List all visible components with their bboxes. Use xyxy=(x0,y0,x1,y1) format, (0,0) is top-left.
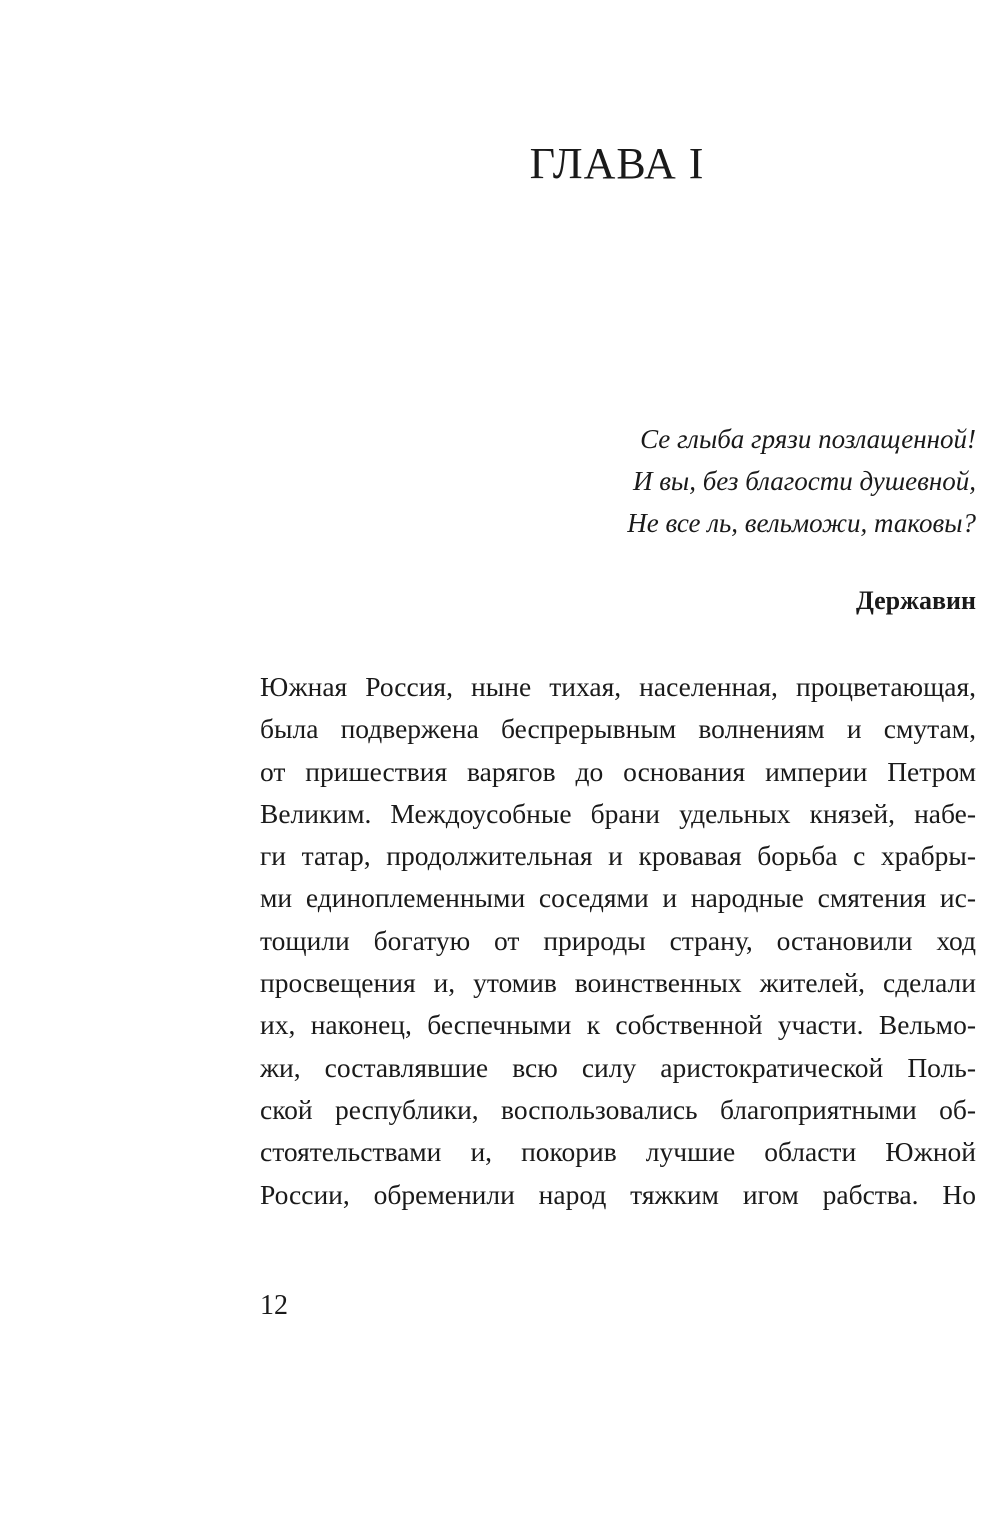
epigraph-author: Державин xyxy=(855,586,976,615)
body-line: стоятельствами и, покорив лучшие области Южной xyxy=(260,1136,976,1168)
epigraph-line: И вы, без благости душевной, xyxy=(632,466,976,496)
body-line: от пришествия варягов до основания империи Петром xyxy=(260,755,976,787)
body-line: просвещения и, утомив воинственных жителей, сделали xyxy=(260,967,976,999)
chapter-title: ГЛАВА I xyxy=(529,139,705,188)
body-line: была подвержена беспрерывным волнениям и смутам, xyxy=(260,713,976,745)
epigraph-line: Не все ль, вельможи, таковы? xyxy=(627,508,976,538)
body-line: жи, составлявшие всю силу аристократической Поль- xyxy=(260,1051,976,1083)
body-paragraph xyxy=(260,666,976,1216)
epigraph xyxy=(440,418,976,544)
body-line: их, наконец, беспечными к собственной участи. Вельмо- xyxy=(260,1009,976,1041)
body-line: Южная Россия, ныне тихая, населенная, процветающая, xyxy=(260,671,976,702)
body-line: России, обременили народ тяжким игом рабства. Но xyxy=(260,1178,976,1210)
body-line: ми единоплеменными соседями и народные смятения ис- xyxy=(260,882,976,914)
body-line: ги татар, продолжительная и кровавая борьба с храбры- xyxy=(260,840,976,872)
body-line: ской республики, воспользовались благоприятными об- xyxy=(260,1093,976,1125)
body-line: Великим. Междоусобные брани удельных князей, набе- xyxy=(260,797,976,829)
body-line: тощили богатую от природы страну, остановили ход xyxy=(260,924,976,956)
page-number: 12 xyxy=(260,1290,288,1321)
epigraph-line: Се глыба грязи позлащенной! xyxy=(640,424,976,454)
